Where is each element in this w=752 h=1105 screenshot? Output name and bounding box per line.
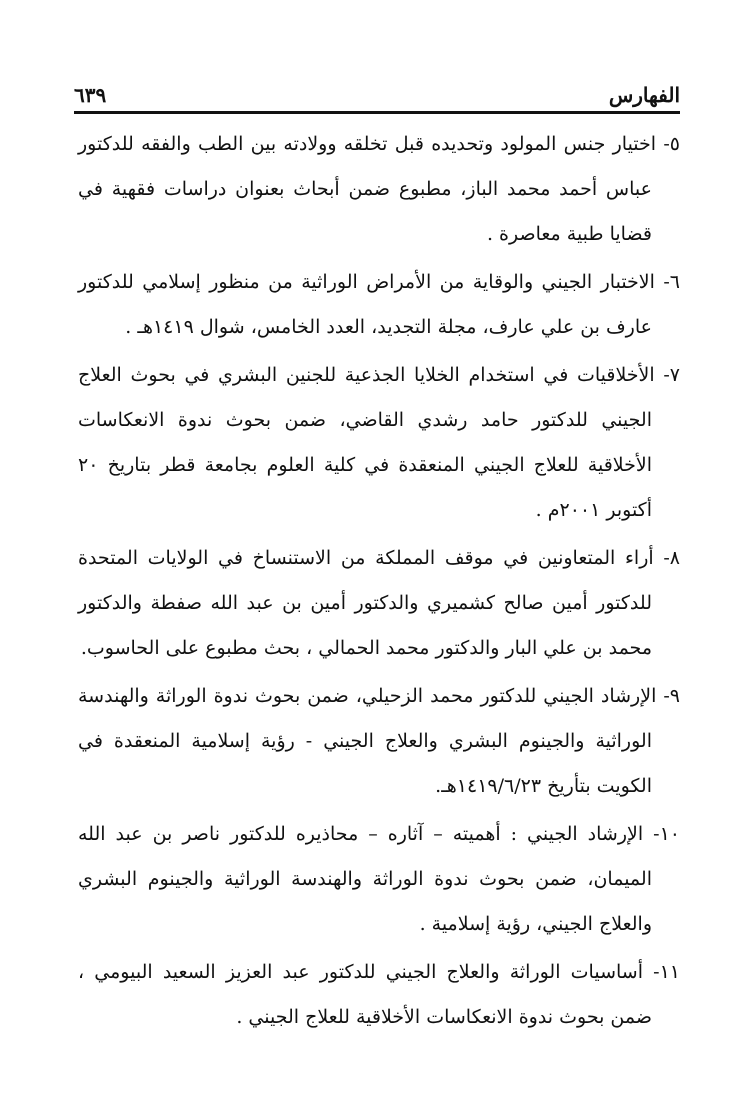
entry-number: ٩- bbox=[663, 685, 680, 707]
section-title: الفهارس bbox=[608, 83, 680, 107]
entry-text: الأخلاقيات في استخدام الخلايا الجذعية للجنين البشري في بحوث العلاج الجيني للدكتور حامد رشدي القاضي، ضمن بحوث ندوة الانعكاسات الأخلاقية للعلاج الجيني المنعقدة في كلية العلوم بجامعة قطر بتاريخ ٢٠ أكتوبر ٢٠٠١م . bbox=[78, 364, 655, 521]
reference-list bbox=[78, 122, 680, 1043]
entry-text: أراء المتعاونين في موقف المملكة من الاستنساخ في الولايات المتحدة للدكتور أمين صالح كشميري والدكتور أمين بن عبد الله صفطة والدكتور محمد بن علي البار والدكتور محمد الحمالي ، بحث مطبوع على الحاسوب. bbox=[78, 547, 654, 659]
entry-text: اختيار جنس المولود وتحديده قبل تخلقه وولادته بين الطب والفقه للدكتور عباس أحمد محمد الباز، مطبوع ضمن أبحاث بعنوان دراسات فقهية في قضايا طبية معاصرة . bbox=[78, 133, 657, 245]
reference-entry bbox=[78, 536, 680, 671]
reference-entry bbox=[78, 950, 680, 1040]
entry-text: أساسيات الوراثة والعلاج الجيني للدكتور عبد العزيز السعيد البيومي ، ضمن بحوث ندوة الانعكاسات الأخلاقية للعلاج الجيني . bbox=[78, 961, 652, 1028]
entry-text: الاختبار الجيني والوقاية من الأمراض الوراثية من منظور إسلامي للدكتور عارف بن علي عارف، مجلة التجديد، العدد الخامس، شوال ١٤١٩هـ . bbox=[78, 271, 655, 338]
entry-number: ٧- bbox=[663, 364, 680, 386]
reference-entry bbox=[78, 812, 680, 947]
reference-entry bbox=[78, 122, 680, 257]
entry-text: الإرشاد الجيني للدكتور محمد الزحيلي، ضمن بحوث ندوة الوراثة والهندسة الوراثية والجينوم البشري والعلاج الجيني - رؤية إسلامية المنعقدة في الكويت بتأريخ ١٤١٩/٦/٢٣هـ. bbox=[78, 685, 657, 797]
entry-number: ١١- bbox=[653, 961, 680, 983]
reference-entry bbox=[78, 674, 680, 809]
reference-entry bbox=[78, 260, 680, 350]
entry-text: الإرشاد الجيني : أهميته – آثاره – محاذيره للدكتور ناصر بن عبد الله الميمان، ضمن بحوث ندوة الوراثة والهندسة الوراثية والجينوم البشري والعلاج الجيني، رؤية إسلامية . bbox=[78, 823, 652, 935]
entry-number: ١٠- bbox=[653, 823, 680, 845]
entry-number: ٦- bbox=[663, 271, 680, 293]
reference-entry bbox=[78, 353, 680, 533]
page-header bbox=[74, 74, 680, 108]
header-rule bbox=[74, 111, 680, 114]
page-number: ٦٣٩ bbox=[74, 83, 107, 107]
entry-number: ٥- bbox=[663, 133, 681, 155]
entry-number: ٨- bbox=[663, 547, 680, 569]
